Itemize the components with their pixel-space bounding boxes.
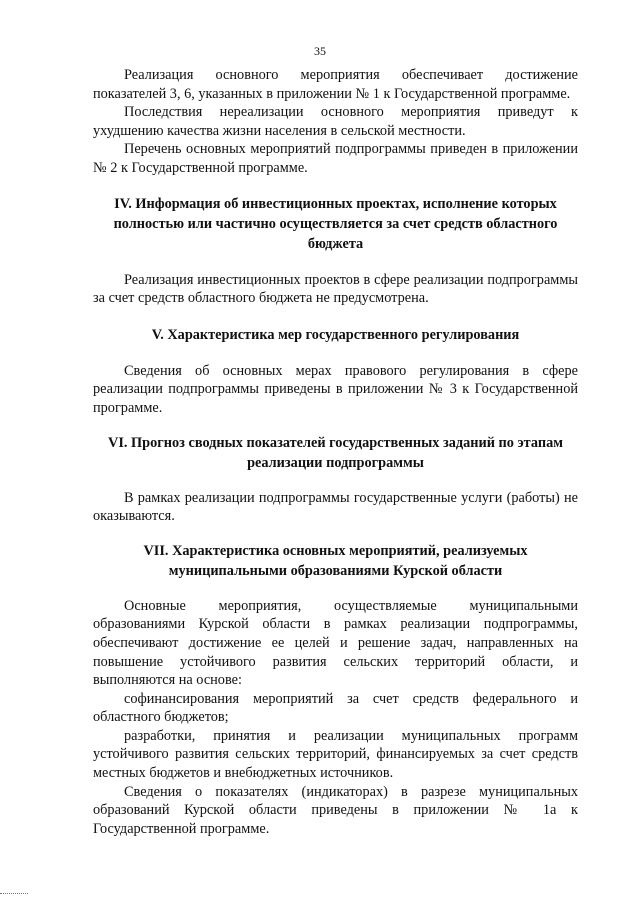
document-body [93, 66, 578, 838]
paragraph: Перечень основных мероприятий подпрограммы приведен в приложении № 2 к Государственной программе. [93, 141, 578, 176]
paragraph: Сведения об основных мерах правового регулирования в сфере реализации подпрограммы приведены в приложении № 3 к Государственной программе. [93, 362, 578, 416]
paragraph: разработки, принятия и реализации муниципальных программ устойчивого развития сельских территорий, финансируемых за счет средств местных бюджетов и внебюджетных источников. [93, 727, 578, 782]
paragraph: Сведения о показателях (индикаторах) в разрезе муниципальных образований Курской области приведены в приложении № 1а к Государственной программе. [93, 783, 578, 837]
page-number: 35 [314, 44, 326, 58]
paragraph: софинансирования мероприятий за счет средств федерального и областного бюджетов; [93, 690, 578, 726]
paragraph: Реализация основного мероприятия обеспечивает достижение показателей 3, 6, указанных в приложении № 1 к Государственной программе. [93, 67, 578, 102]
paragraph: Реализация инвестиционных проектов в сфере реализации подпрограммы за счет средств областного бюджета не предусмотрена. [93, 271, 578, 307]
paragraph: Последствия нереализации основного мероприятия приведут к ухудшению качества жизни населения в сельской местности. [93, 104, 578, 139]
scan-edge-mark [0, 893, 28, 895]
section-heading-6: VI. Прогноз сводных показателей государственных заданий по этапам реализации подпрограммы [108, 434, 563, 471]
section-heading-7: VII. Характеристика основных мероприятий, реализуемых муниципальными образованиями Курской области [143, 542, 528, 579]
paragraph: Основные мероприятия, осуществляемые муниципальными образованиями Курской области в рамках реализации подпрограммы, обеспечивают достижение ее целей и решение задач, направленных на повышение устойчивого развития сельских территорий области, и выполняются на основе: [93, 597, 578, 689]
paragraph: В рамках реализации подпрограммы государственные услуги (работы) не оказываются. [93, 489, 578, 525]
section-heading-4: IV. Информация об инвестиционных проектах, исполнение которых полностью или частично осуществляется за счет средств областного бюджета [113, 195, 558, 252]
section-heading-5: V. Характеристика мер государственного регулирования [151, 326, 520, 343]
